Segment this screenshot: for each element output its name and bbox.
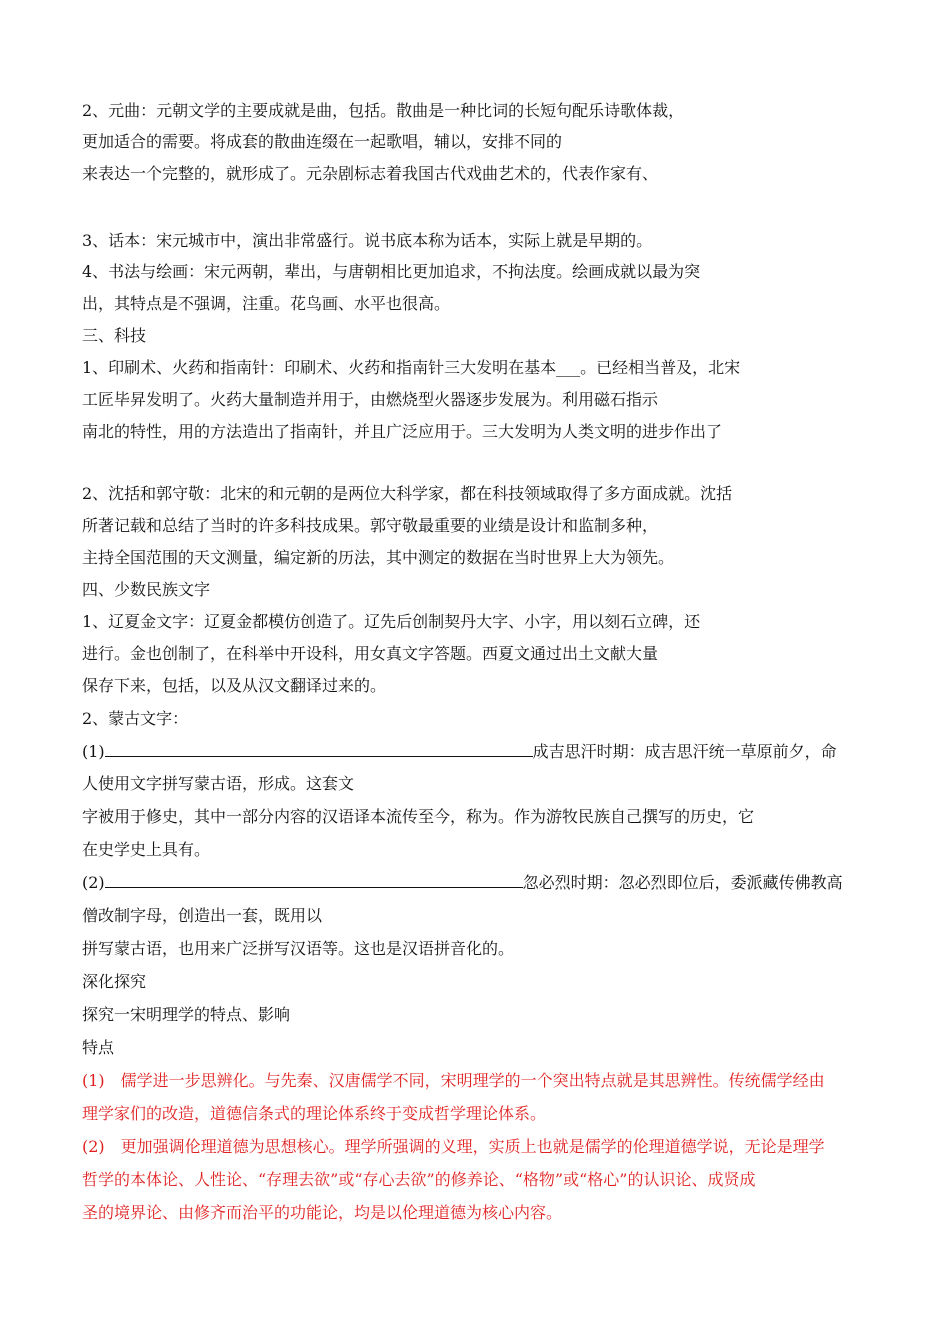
text-line: 在史学史上具有。	[82, 840, 211, 859]
highlight-line: (2) 更加强调伦理道德为思想核心。理学所强调的义理，实质上也就是儒学的伦理道德学说，无论是理学	[82, 1137, 825, 1156]
subsection-label: 特点	[82, 1038, 115, 1057]
text-line: 僧改制字母，创造出一套，既用以	[82, 906, 323, 925]
text-line: 南北的特性，用的方法造出了指南针，并且广泛应用于。三大发明为人类文明的进步作出了	[82, 422, 723, 441]
text-line: 2、元曲：元朝文学的主要成就是曲，包括。散曲是一种比词的长短句配乐诗歌体裁，	[82, 101, 685, 120]
highlight-line: 圣的境界论、由修齐而治平的功能论，均是以伦理道德为核心内容。	[82, 1203, 563, 1222]
text-line: 更加适合的需要。将成套的散曲连缀在一起歌唱，辅以，安排不同的	[82, 132, 563, 151]
text-line: 4、书法与绘画：宋元两朝，辈出，与唐朝相比更加追求，不拘法度。绘画成就以最为突	[82, 262, 701, 281]
fill-blank[interactable]	[105, 873, 523, 888]
section-heading: 四、少数民族文字	[82, 580, 211, 599]
text-line: 主持全国范围的天文测量，编定新的历法，其中测定的数据在当时世界上大为领先。	[82, 548, 675, 567]
text-line: 进行。金也创制了，在科举中开设科，用女真文字答题。西夏文通过出土文献大量	[82, 644, 659, 663]
text-line: 工匠毕昇发明了。火药大量制造并用于，由燃烧型火器逐步发展为。利用磁石指示	[82, 390, 659, 409]
text-line: 3、话本：宋元城市中，演出非常盛行。说书底本称为话本，实际上就是早期的。	[82, 231, 653, 250]
item-text: 成吉思汗时期：成吉思汗统一草原前夕，命	[532, 742, 837, 761]
text-line: 1、辽夏金文字：辽夏金都模仿创造了。辽先后创制契丹大字、小字，用以刻石立碑，还	[82, 612, 701, 631]
text-line: 字被用于修史，其中一部分内容的汉语译本流传至今，称为。作为游牧民族自己撰写的历史，它	[82, 807, 755, 826]
highlight-line: (1) 儒学进一步思辨化。与先秦、汉唐儒学不同，宋明理学的一个突出特点就是其思辨性。传统儒学经由	[82, 1071, 825, 1090]
fill-blank[interactable]	[105, 742, 533, 757]
text-line: 出，其特点是不强调，注重。花鸟画、水平也很高。	[82, 294, 451, 313]
section-heading: 三、科技	[82, 326, 147, 345]
text-line: 所著记载和总结了当时的许多科技成果。郭守敬最重要的业绩是设计和监制多种，	[82, 516, 659, 535]
section-heading: 深化探究	[82, 972, 147, 991]
highlight-line: 理学家们的改造，道德信条式的理论体系终于变成哲学理论体系。	[82, 1104, 547, 1123]
text-line: 2、沈括和郭守敬：北宋的和元朝的是两位大科学家，都在科技领域取得了多方面成就。沈括	[82, 484, 733, 503]
item-number: (1)	[82, 742, 105, 761]
text-line: 1、印刷术、火药和指南针：印刷术、火药和指南针三大发明在基本___。已经相当普及，北宋	[82, 358, 741, 377]
text-line: 2、蒙古文字：	[82, 709, 189, 728]
highlight-line: 哲学的本体论、人性论、“存理去欲”或“存心去欲”的修养论、“格物”或“格心”的认识论、成贤成	[82, 1170, 756, 1189]
item-text: 忽必烈时期：忽必烈即位后，委派藏传佛教高	[522, 873, 843, 892]
item-number: (2)	[82, 873, 105, 892]
subsection-heading: 探究一宋明理学的特点、影响	[82, 1005, 291, 1024]
mongol-item-1	[82, 742, 837, 762]
text-line: 来表达一个完整的，就形成了。元杂剧标志着我国古代戏曲艺术的，代表作家有、	[82, 164, 659, 183]
mongol-item-2	[82, 873, 843, 893]
text-line: 人使用文字拼写蒙古语，形成。这套文	[82, 774, 355, 793]
text-line: 保存下来，包括，以及从汉文翻译过来的。	[82, 676, 387, 695]
text-line: 拼写蒙古语，也用来广泛拼写汉语等。这也是汉语拼音化的。	[82, 939, 515, 958]
